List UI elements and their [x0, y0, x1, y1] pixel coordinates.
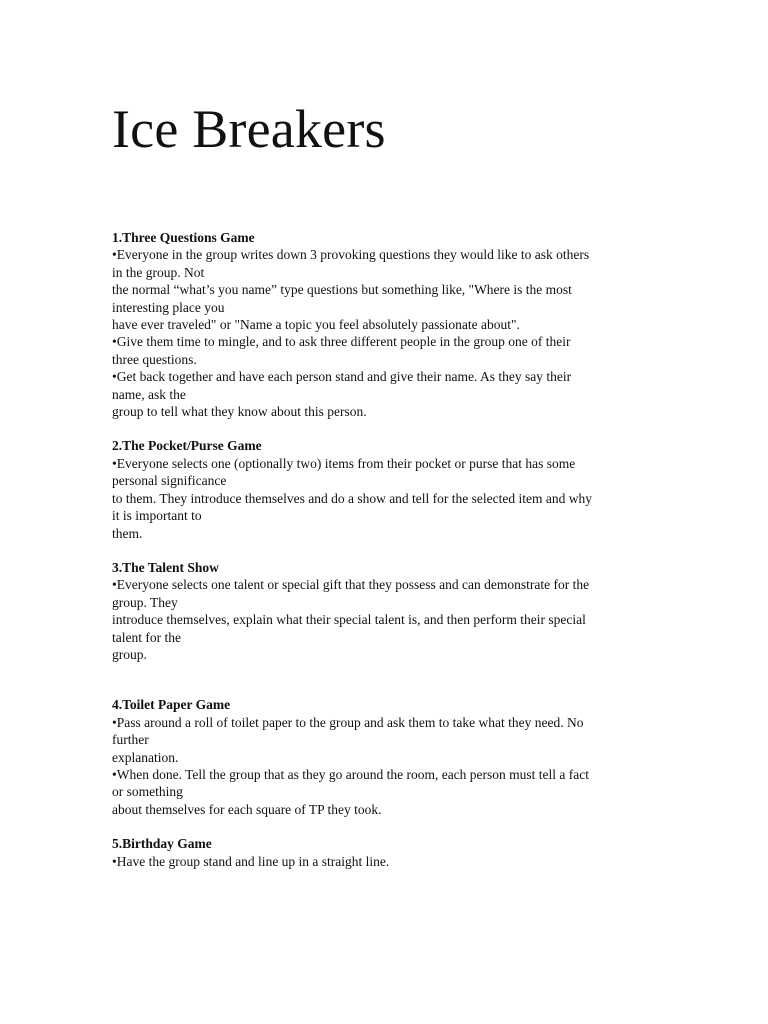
- section-heading: 3.The Talent Show: [112, 559, 219, 575]
- section-spacer: [112, 818, 672, 835]
- body-line: group.: [112, 646, 147, 662]
- section-spacer: [112, 420, 672, 437]
- section-spacer: [112, 542, 672, 559]
- body-line: introduce themselves, explain what their special talent is, and then perform their special: [112, 612, 586, 628]
- body-line: in the group. Not: [112, 264, 205, 280]
- section-talent-show: [112, 559, 672, 663]
- section-three-questions-game: [112, 229, 672, 420]
- section-toilet-paper-game: [112, 696, 672, 818]
- section-heading: 4.Toilet Paper Game: [112, 697, 231, 713]
- body-line: •Everyone selects one talent or special gift that they possess and can demonstrate for the: [112, 577, 590, 593]
- body-line: •Everyone in the group writes down 3 provoking questions they would like to ask others: [112, 247, 590, 263]
- document-body: [112, 229, 672, 870]
- section-spacer: [112, 663, 672, 696]
- body-line: •When done. Tell the group that as they go around the room, each person must tell a fact: [112, 766, 590, 782]
- body-line: to them. They introduce themselves and do a show and tell for the selected item and why: [112, 490, 592, 506]
- body-line: them.: [112, 525, 143, 541]
- body-line: about themselves for each square of TP they took.: [112, 801, 382, 817]
- body-line: •Everyone selects one (optionally two) items from their pocket or purse that has some: [112, 455, 576, 471]
- body-line: •Get back together and have each person stand and give their name. As they say their: [112, 369, 572, 385]
- body-line: interesting place you: [112, 299, 225, 315]
- section-birthday-game: [112, 835, 672, 870]
- body-line: have ever traveled" or "Name a topic you feel absolutely passionate about".: [112, 317, 520, 333]
- body-line: •Pass around a roll of toilet paper to the group and ask them to take what they need. No: [112, 714, 584, 730]
- body-line: •Have the group stand and line up in a straight line.: [112, 853, 390, 869]
- section-heading: 2.The Pocket/Purse Game: [112, 438, 262, 454]
- section-heading: 5.Birthday Game: [112, 836, 212, 852]
- section-heading: 1.Three Questions Game: [112, 230, 255, 245]
- body-line: personal significance: [112, 473, 227, 489]
- body-line: group to tell what they know about this person.: [112, 404, 367, 420]
- body-line: the normal “what’s you name” type questions but something like, "Where is the most: [112, 282, 572, 298]
- body-line: or something: [112, 784, 183, 800]
- section-pocket-purse-game: [112, 437, 672, 541]
- document-title: Ice Breakers: [112, 99, 386, 159]
- body-line: three questions.: [112, 351, 197, 367]
- body-line: further: [112, 732, 149, 748]
- body-line: explanation.: [112, 749, 179, 765]
- body-line: group. They: [112, 594, 178, 610]
- body-line: talent for the: [112, 629, 181, 645]
- body-line: name, ask the: [112, 386, 186, 402]
- body-line: it is important to: [112, 508, 202, 524]
- body-line: •Give them time to mingle, and to ask three different people in the group one of their: [112, 334, 571, 350]
